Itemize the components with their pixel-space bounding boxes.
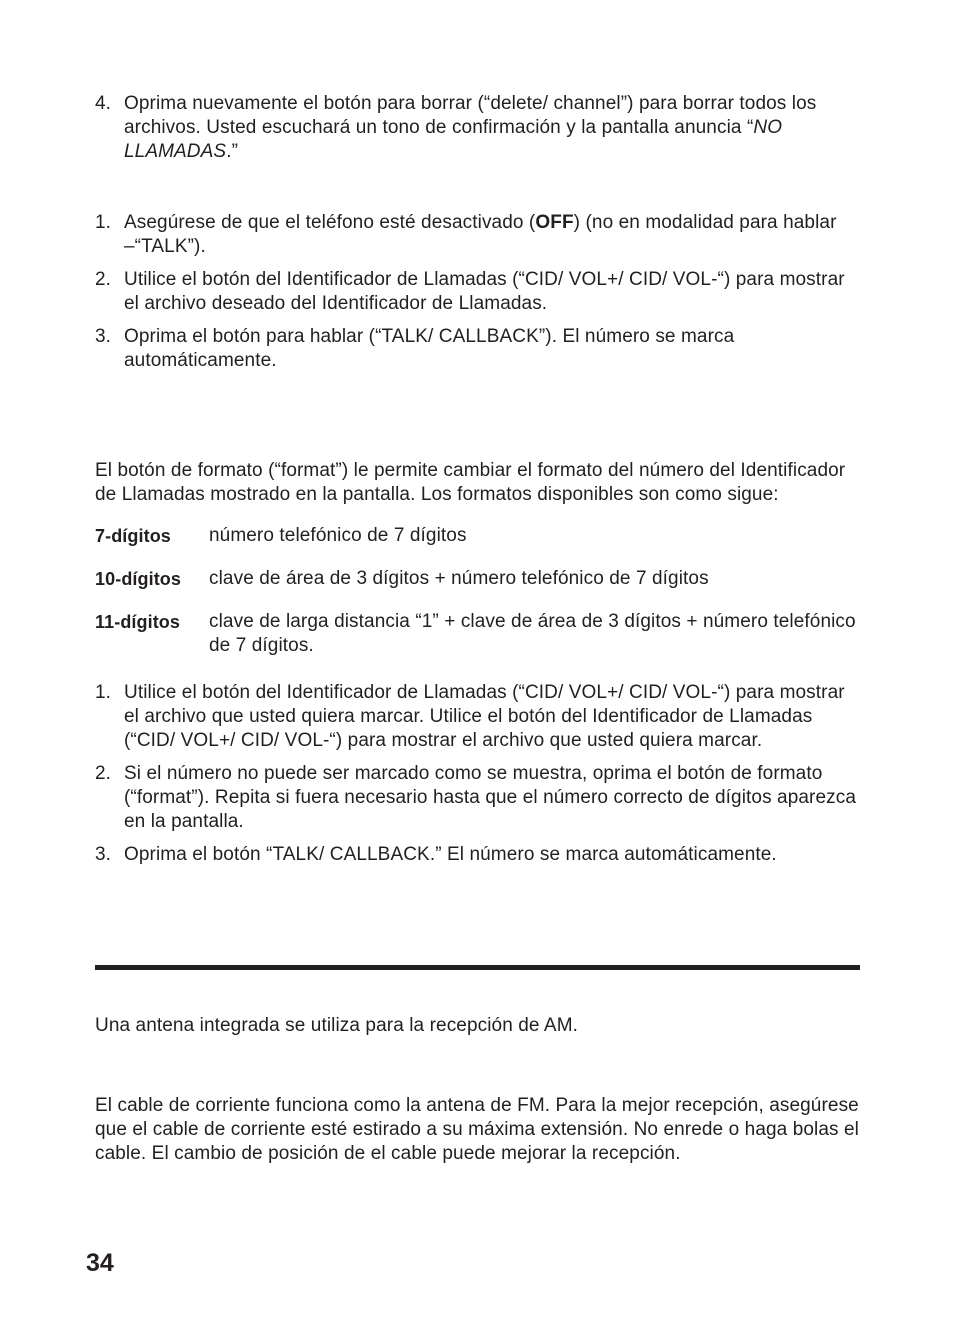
format-desc: clave de larga distancia “1” + clave de área de 3 dígitos + número telefónico de 7 dígitos. (209, 611, 856, 656)
step-number: 4. (95, 93, 112, 114)
step-text: Utilice el botón del Identificador de Llamadas (“CID/ VOL+/ CID/ VOL-“) para mostrar el archivo deseado del Identificador de Llamadas. (124, 269, 845, 314)
step-number: 1. (95, 212, 112, 233)
format-intro: El botón de formato (“format”) le permite cambiar el formato del número del Identificador de Llamadas mostrado en la pantalla. Los formatos disponibles son como sigue: (95, 460, 846, 505)
page-number: 34 (86, 1249, 114, 1277)
step-text-end: ) (no en modalidad para hablar –“TALK”). (124, 212, 837, 257)
step-text: Utilice el botón del Identificador de Llamadas (“CID/ VOL+/ CID/ VOL-“) para mostrar el archivo que usted quiera marcar. Utilice el botón del Identificador de Llamadas (“CID/ VOL+/ CID/ VOL-“) para mostrar el archivo que usted quiera marcar. (124, 682, 845, 751)
step-number: 3. (95, 844, 112, 865)
format-step-1 (95, 681, 861, 753)
dial-step-1 (95, 211, 861, 259)
fm-paragraph: El cable de corriente funciona como la antena de FM. Para la mejor recepción, asegúrese que el cable de corriente esté estirado a su máxima extensión. No enrede o haga bolas el cable. El cambio de posición de el cable puede mejorar la recepción. (95, 1095, 859, 1164)
delete-step-4 (95, 92, 861, 164)
format-term: 11-dígitos (95, 612, 181, 632)
format-7-digits (95, 524, 861, 548)
dial-step-3 (95, 325, 861, 373)
step-number: 2. (95, 269, 112, 290)
step-text-bold: OFF (535, 212, 574, 233)
step-text: Oprima nuevamente el botón para borrar (“delete/ channel”) para borrar todos los archivos. Usted escuchará un tono de confirmación y la pantalla anuncia “ (124, 93, 817, 138)
format-term: 7-dígitos (95, 526, 171, 546)
step-number: 2. (95, 763, 112, 784)
am-paragraph: Una antena integrada se utiliza para la recepción de AM. (95, 1015, 579, 1036)
delete-all-section (95, 92, 861, 164)
format-section (95, 459, 861, 867)
dial-section (95, 211, 861, 373)
step-text: Si el número no puede ser marcado como se muestra, oprima el botón de formato (“format”). Repita si fuera necesario hasta que el número correcto de dígitos aparezca en la pantalla. (124, 763, 857, 832)
step-text-italic: NO LLAMADAS (124, 117, 783, 162)
step-number: 3. (95, 326, 112, 347)
section-divider (95, 965, 860, 970)
format-step-2 (95, 762, 861, 834)
step-number: 1. (95, 682, 112, 703)
format-desc: clave de área de 3 dígitos + número telefónico de 7 dígitos (209, 568, 709, 589)
step-text: Oprima el botón “TALK/ CALLBACK.” El número se marca automáticamente. (124, 844, 777, 865)
format-desc: número telefónico de 7 dígitos (209, 525, 467, 546)
step-text: Asegúrese de que el teléfono esté desactivado ( (124, 212, 536, 233)
step-text-end: .” (226, 141, 238, 162)
fm-antenna-text (95, 1094, 861, 1166)
am-antenna-text (95, 1014, 861, 1038)
format-step-3 (95, 843, 861, 867)
step-text: Oprima el botón para hablar (“TALK/ CALLBACK”). El número se marca automáticamente. (124, 326, 735, 371)
format-term: 10-dígitos (95, 569, 182, 589)
format-11-digits (95, 610, 861, 658)
format-10-digits (95, 567, 861, 591)
dial-step-2 (95, 268, 861, 316)
